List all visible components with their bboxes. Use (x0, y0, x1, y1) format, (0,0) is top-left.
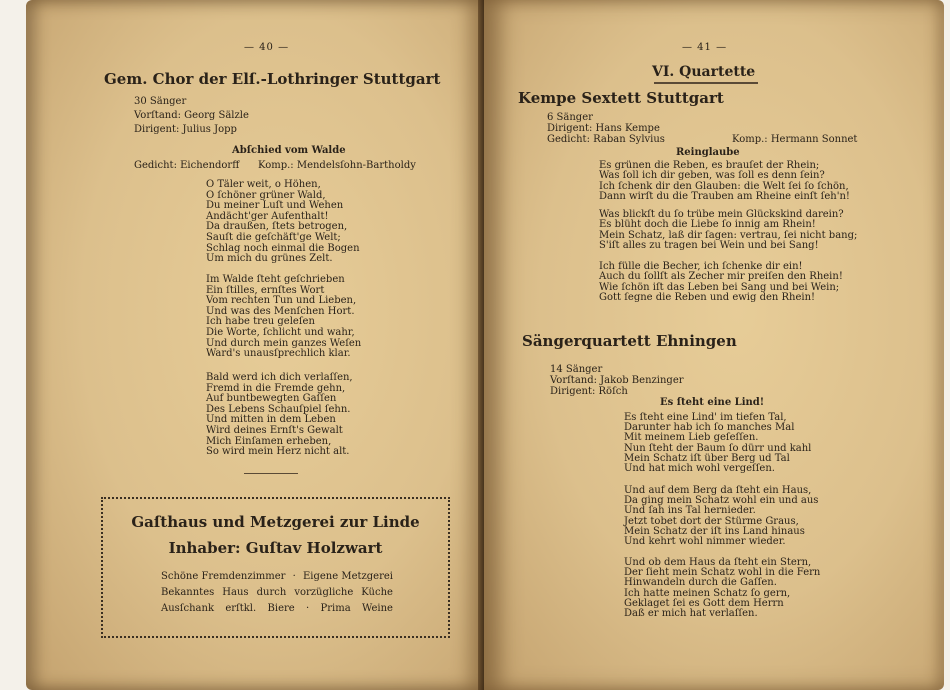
poem-line: Schlag noch einmal die Bogen (206, 242, 360, 254)
poem-line: Um mich du grünes Zelt. (206, 253, 333, 265)
ad-detail-row (161, 571, 393, 582)
poem-line: Bald werd ich dich verlaſſen, (206, 372, 353, 383)
poem-line: Und mitten in dem Leben (206, 414, 336, 426)
poem-line: Und durch mein ganzes Weſen (206, 337, 362, 349)
poem-line: Und ob dem Haus da ſteht ein Stern, (624, 557, 812, 568)
poem-line: Und kehrt wohl nimmer wieder. (624, 536, 786, 547)
ad-detail-row (161, 587, 393, 598)
ad-word: Ausſchank (161, 603, 214, 614)
ad-word: durch (256, 587, 287, 598)
poem-line: Und hat mich wohl vergeſſen. (624, 463, 775, 474)
poem-line: Mein Schatz der iſt ins Land hinaus (624, 525, 805, 537)
poem-line: Daß er mich hat verlaſſen. (624, 608, 758, 619)
group1-song-title: Reinglaube (676, 147, 740, 158)
song-title: Abſchied vom Walde (232, 145, 346, 156)
poem-line: Es blüht doch die Liebe ſo innig am Rhein! (599, 219, 816, 231)
ad-owner: Inhaber: Guſtav Holzwart (168, 539, 383, 557)
poem-line: Mein Schatz, laß dir ſagen: vertrau, ſei nicht bang; (599, 229, 858, 241)
poem-line: O ſchöner grüner Wald, (206, 189, 326, 201)
ad-word: Weine (362, 603, 393, 614)
page-number: — 41 — (682, 42, 728, 53)
open-booklet (26, 0, 944, 690)
poem-line: Wird deines Ernſt's Gewalt (206, 425, 343, 436)
poem-line: Wie ſchön iſt das Leben bei Sang und bei Wein; (599, 281, 840, 293)
poem-line: Jetzt tobet dort der Stürme Graus, (624, 515, 799, 527)
group2-conductor: Dirigent: Röſch (550, 386, 628, 397)
ad-word: vorzügliche (294, 587, 354, 598)
ad-word: Bekanntes (161, 587, 215, 598)
ad-word: Küche (361, 587, 393, 598)
poem-line: Auch du ſollſt als Zecher mir preiſen den Rhein! (599, 271, 843, 283)
group2-board: Vorſtand: Jakob Benzinger (550, 375, 684, 386)
poem-line: Es ſteht eine Lind' im tiefen Tal, (624, 412, 787, 423)
choir-heading: Gem. Chor der Elſ.-Lothringer Stuttgart (104, 70, 441, 88)
poem-line: Was blickſt du ſo trübe mein Glückskind darein? (599, 209, 844, 220)
poem-line: Ein ſtilles, ernſtes Wort (206, 284, 325, 296)
poem-line: Fremd in die Fremde gehn, (206, 382, 346, 394)
composer-credit: Komp.: Mendelsſohn-Bartholdy (258, 160, 416, 171)
ad-business-name: Gaſthaus und Metzgerei zur Linde (131, 513, 420, 531)
poem-line: Mein Schatz iſt über Berg ud Tal (624, 452, 790, 464)
right-page (484, 0, 944, 690)
poem-line: S'iſt alles zu tragen bei Wein und bei Sang! (599, 240, 819, 252)
poem-line: Geklaget ſei es Gott dem Herrn (624, 597, 784, 609)
advertisement-box (101, 497, 450, 638)
group2-singers: 14 Sänger (550, 364, 603, 375)
ad-word: · (306, 603, 310, 614)
ad-word: Haus (222, 587, 249, 598)
divider (244, 473, 298, 474)
poem-line: So wird mein Herz nicht alt. (206, 446, 350, 458)
singers-count: 30 Sänger (134, 96, 187, 107)
poem-line: Darunter hab ich ſo manches Mal (624, 422, 795, 434)
poem-line: O Täler weit, o Höhen, (206, 179, 321, 190)
group1-singers: 6 Sänger (547, 112, 593, 123)
poem-line: Und ſah ins Tal hernieder. (624, 505, 756, 517)
poem-line: Und auf dem Berg da ſteht ein Haus, (624, 485, 812, 496)
ad-word: Prima (320, 603, 351, 614)
poem-line: Da ging mein Schatz wohl ein und aus (624, 495, 819, 507)
poem-line: Der ſieht mein Schatz wohl in die Fern (624, 567, 821, 579)
poem-line: Im Walde ſteht geſchrieben (206, 274, 345, 285)
ad-word: Schöne Fremdenzimmer (161, 571, 286, 582)
poem-line: Mit meinem Lieb geſeſſen. (624, 432, 759, 444)
poem-line: Des Lebens Schauſpiel ſehn. (206, 403, 351, 415)
group2-heading: Sängerquartett Ehningen (522, 332, 737, 350)
poem-line: Hinwandeln durch die Gaſſen. (624, 577, 777, 589)
poem-line: Ich habe treu geleſen (206, 316, 315, 328)
poem-line: Ich fülle die Becher, ich ſchenke dir ein! (599, 261, 803, 272)
poem-credit: Gedicht: Eichendorff (134, 160, 240, 171)
poem-line: Nun ſteht der Baum ſo dürr und kahl (624, 442, 812, 454)
poem-line: Ich ſchenk dir den Glauben: die Welt ſei ſo ſchön, (599, 180, 849, 192)
ad-word: Eigene Metzgerei (302, 571, 393, 582)
conductor: Dirigent: Julius Jopp (134, 124, 237, 135)
poem-line: Vom rechten Tun und Lieben, (206, 295, 357, 307)
poem-line: Dann wirſt du die Trauben am Rheine einſt ſeh'n! (599, 191, 850, 203)
group1-composer-credit: Komp.: Hermann Sonnet (732, 134, 858, 145)
board-member: Vorſtand: Georg Sälzle (134, 110, 249, 121)
poem-line: Sauſt die geſchäft'ge Welt; (206, 232, 341, 243)
ad-word: erſtkl. (225, 603, 257, 614)
poem-line: Die Worte, ſchlicht und wahr, (206, 327, 355, 338)
ad-word: Biere (267, 603, 295, 614)
poem-line: Was ſoll ich dir geben, was ſoll es denn ſein? (599, 170, 825, 182)
poem-line: Mich Einſamen erheben, (206, 435, 332, 447)
ad-detail-row (161, 603, 393, 614)
left-page (26, 0, 484, 690)
ad-word: · (292, 571, 296, 582)
poem-line: Andächt'ger Aufenthalt! (206, 210, 329, 222)
poem-line: Es grünen die Reben, es brauſet der Rhein; (599, 160, 820, 171)
group1-heading: Kempe Sextett Stuttgart (518, 89, 724, 107)
group1-poem-credit: Gedicht: Raban Sylvius (547, 134, 665, 145)
poem-line: Und was des Menſchen Hort. (206, 305, 355, 317)
page-number: — 40 — (244, 42, 290, 53)
poem-line: Auf buntbewegten Gaſſen (206, 393, 337, 405)
poem-line: Gott ſegne die Reben und ewig den Rhein! (599, 292, 816, 304)
poem-line: Ich hatte meinen Schatz ſo gern, (624, 587, 791, 599)
poem-line: Da draußen, ſtets betrogen, (206, 221, 348, 233)
poem-line: Du meiner Luſt und Wehen (206, 200, 344, 212)
group1-conductor: Dirigent: Hans Kempe (547, 123, 660, 134)
poem-line: Ward's unausſprechlich klar. (206, 348, 351, 360)
group2-song-title: Es ſteht eine Lind! (660, 397, 765, 408)
section-title: VI. Quartette (652, 64, 756, 80)
section-underline (654, 82, 758, 84)
